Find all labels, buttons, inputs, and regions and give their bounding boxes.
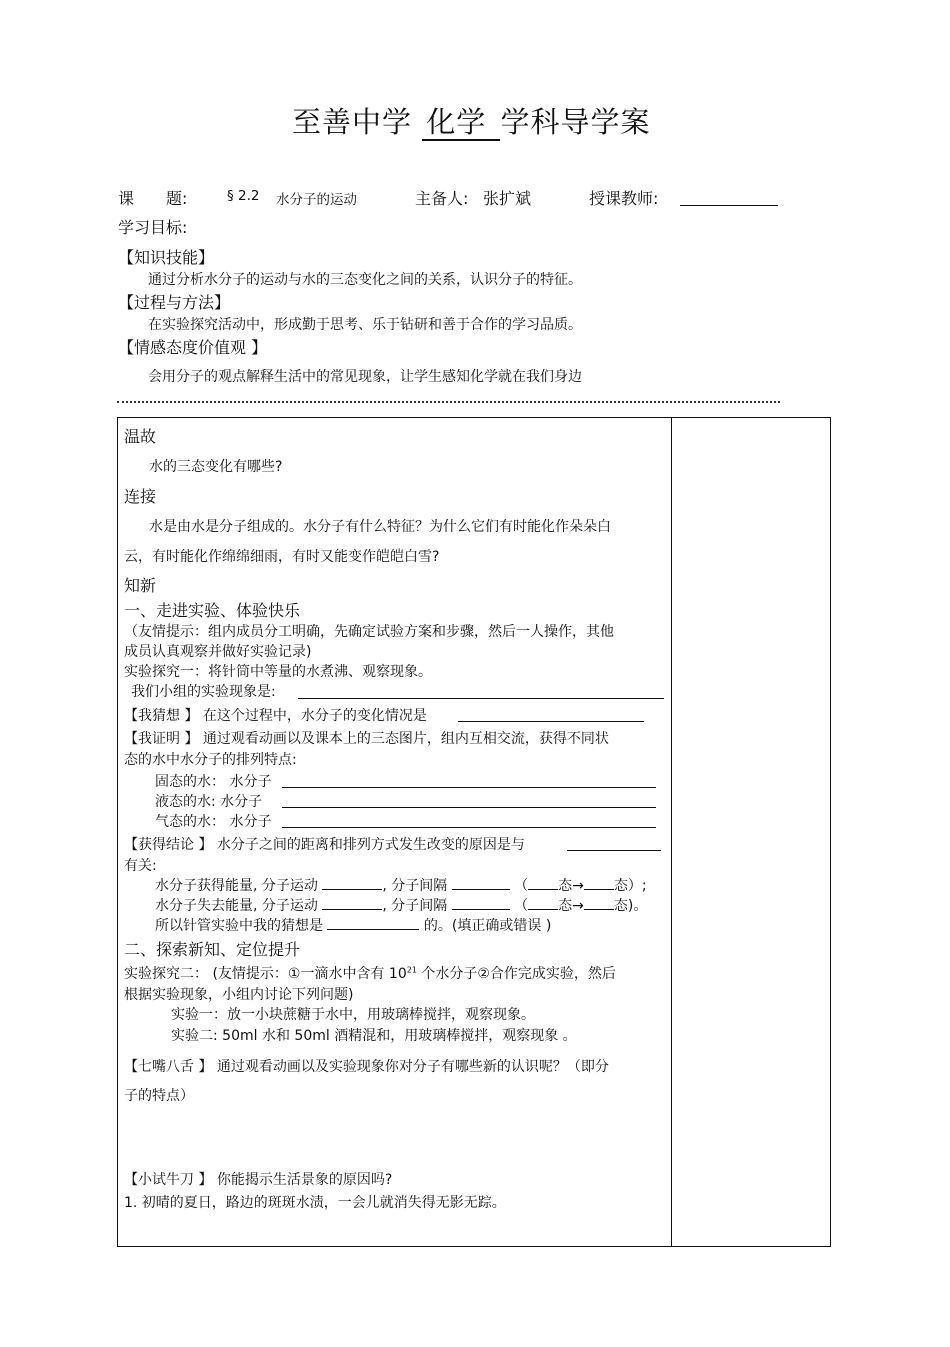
liquid-water-blank[interactable] <box>282 807 656 808</box>
lose-paren: （ <box>514 898 529 914</box>
gas-water-blank[interactable] <box>282 827 656 828</box>
goal-text-process: 在实验探究活动中，形成勤于思考、乐于钻研和善于合作的学习品质。 <box>148 317 582 333</box>
topic-label: 课 题: <box>118 189 188 208</box>
tip-line-2: 成员认真观察并做好实验记录) <box>124 644 312 660</box>
content-table <box>117 417 831 1247</box>
connect-line-1: 水是由水是分子组成的。水分子有什么特征？为什么它们有时能化作朵朵白 <box>149 519 611 535</box>
gain-energy-row <box>155 875 647 895</box>
experiment-2-text: 实验探究二： (友情提示：①一滴水中含有 10 <box>124 966 407 982</box>
gain-energy-label: 水分子获得能量, 分子运动 <box>155 878 318 894</box>
lose-energy-row <box>155 895 647 915</box>
subject-name: 化学 <box>426 105 487 139</box>
guess-check-hint: 的。(填正确或错误 ) <box>423 918 552 934</box>
goal-heading-process: 【过程与方法】 <box>118 293 231 312</box>
title-suffix: 学科导学案 <box>500 105 651 139</box>
conclusion-line: 【获得结论 】 水分子之间的距离和排列方式发生改变的原因是与 <box>124 837 525 853</box>
gain-state-from-blank[interactable] <box>528 888 558 890</box>
lose-gap-blank[interactable] <box>452 908 510 910</box>
goals-label: 学习目标: <box>118 218 188 237</box>
sub-experiment-two: 实验二: 50ml 水和 50ml 酒精混和，用玻璃棒搅拌，观察现象 。 <box>171 1028 577 1044</box>
school-name: 至善中学 <box>292 105 413 139</box>
preparer-name: 张扩斌 <box>483 189 532 208</box>
experiment-2-line-2: 根据实验现象，小组内讨论下列问题) <box>124 987 354 1003</box>
gas-water-label: 气态的水： 水分子 <box>155 814 272 830</box>
lose-gap-label: , 分子间隔 <box>382 898 448 914</box>
page-title <box>292 100 650 141</box>
tip-line-1: （友情提示：组内成员分工明确，先确定试验方案和步骤，然后一人操作，其他 <box>124 624 614 640</box>
lose-motion-blank[interactable] <box>322 908 382 910</box>
conclusion-blank[interactable] <box>567 850 661 851</box>
experiment-2-text-b: 个水分子②合作完成实验，然后 <box>421 966 616 982</box>
review-question: 水的三态变化有哪些? <box>149 459 283 475</box>
gain-state-to-blank[interactable] <box>584 888 614 890</box>
gain-arrow: 态→ <box>558 878 584 894</box>
sub-experiment-one: 实验一：放一小块蔗糖于水中，用玻璃棒搅拌，观察现象。 <box>171 1007 535 1023</box>
gain-gap-blank[interactable] <box>452 888 510 890</box>
prove-line-2: 态的水中水分子的排列特点: <box>124 752 297 768</box>
experiment-2-line-1 <box>124 963 616 983</box>
exponent: 21 <box>406 965 417 975</box>
connect-heading: 连接 <box>124 487 157 506</box>
experiment-1: 实验探究一：将针筒中等量的水煮沸、观察现象。 <box>124 664 432 680</box>
discuss-line-1: 【七嘴八舌 】 通过观看动画以及实验现象你对分子有哪些新的认识呢？（即分 <box>124 1059 609 1075</box>
lose-energy-label: 水分子失去能量, 分子运动 <box>155 898 318 914</box>
prove-line-1: 【我证明 】 通过观看动画以及课本上的三态图片，组内互相交流，获得不同状 <box>124 731 609 747</box>
preparer-label: 主备人: <box>415 189 469 208</box>
lose-arrow: 态→ <box>558 898 584 914</box>
gain-motion-blank[interactable] <box>322 888 382 890</box>
guess-blank[interactable] <box>458 721 644 722</box>
gain-paren: （ <box>514 878 529 894</box>
lose-state-from-blank[interactable] <box>528 908 558 910</box>
solid-water-blank[interactable] <box>282 787 656 788</box>
part1-title: 一、走进实验、体验快乐 <box>124 601 301 620</box>
goal-text-attitude: 会用分子的观点解释生活中的常见现象，让学生感知化学就在我们身边 <box>148 369 582 385</box>
teacher-blank[interactable] <box>680 205 778 206</box>
guess-line: 【我猜想 】 在这个过程中，水分子的变化情况是 <box>124 708 427 724</box>
goal-heading-attitude: 【情感态度价值观 】 <box>118 338 268 357</box>
solid-water-label: 固态的水： 水分子 <box>155 774 272 790</box>
notes-column-divider <box>671 417 672 1247</box>
goal-text-knowledge: 通过分析水分子的运动与水的三态变化之间的关系，认识分子的特征。 <box>148 272 582 288</box>
our-phenomenon-label: 我们小组的实验现象是: <box>131 684 276 700</box>
goal-heading-knowledge: 【知识技能】 <box>118 248 215 267</box>
conclusion-end: 有关: <box>124 858 157 874</box>
phenomenon-blank[interactable] <box>298 698 664 699</box>
discuss-line-2: 子的特点） <box>124 1088 194 1104</box>
lose-state-to-blank[interactable] <box>584 908 614 910</box>
guess-check-blank[interactable] <box>327 928 419 930</box>
liquid-water-label: 液态的水: 水分子 <box>155 794 263 810</box>
teacher-label: 授课教师: <box>589 189 659 208</box>
guess-check-row <box>155 915 551 935</box>
connect-line-2: 云，有时能化作绵绵细雨，有时又能变作皑皑白雪? <box>124 549 440 565</box>
section-number: § 2.2 <box>227 188 260 204</box>
dotted-separator <box>117 401 780 403</box>
try-heading: 【小试牛刀 】 你能揭示生活景象的原因吗? <box>124 1172 393 1188</box>
topic-text: 水分子的运动 <box>276 192 357 208</box>
lose-end: 态)。 <box>613 898 648 914</box>
gain-end: 态）; <box>613 878 647 894</box>
part2-title: 二、探索新知、定位提升 <box>124 940 301 959</box>
question-1: 1. 初晴的夏日，路边的斑斑水渍，一会儿就消失得无影无踪。 <box>124 1195 506 1211</box>
guess-check-label: 所以针管实验中我的猜想是 <box>155 918 323 934</box>
review-heading: 温故 <box>124 427 157 446</box>
new-heading: 知新 <box>124 576 157 595</box>
gain-gap-label: , 分子间隔 <box>382 878 448 894</box>
